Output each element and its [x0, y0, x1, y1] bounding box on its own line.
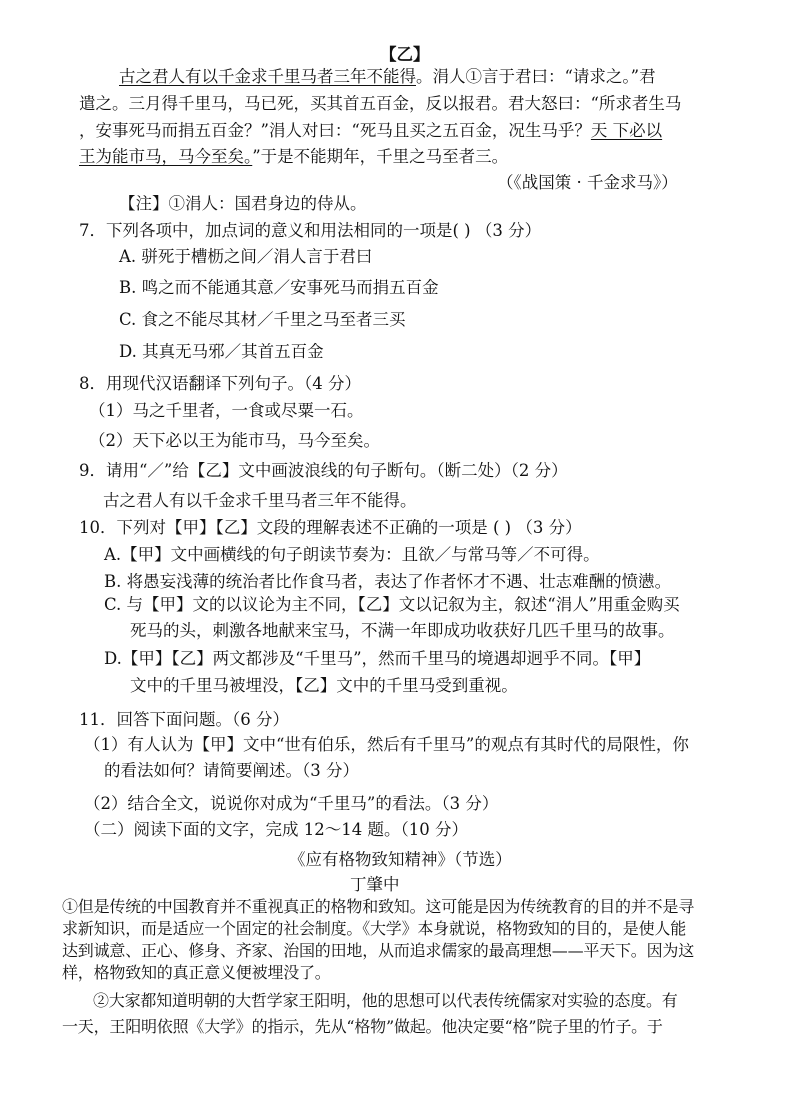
passage-line-2: 遣之。三月得千里马，马已死，买其首五百金，反以报君。君大怒曰：“所求者生马: [79, 94, 682, 113]
q10-option-b: B. 将愚妄浅薄的统治者比作食马者，表达了作者怀才不遇、壮志难酬的愤懑。: [104, 572, 672, 591]
q11-stem: 11．回答下面问题。（6 分）: [79, 710, 289, 729]
q8-item-2: （2）天下必以王为能市马，马今至矣。: [89, 431, 380, 450]
q10-option-c-line1: C. 与【甲】文的以议论为主不同，【乙】文以记叙为主，叙述“涓人”用重金购买: [104, 595, 680, 614]
paragraph-2-line-2: 一天，王阳明依照《大学》的指示，先从“格物”做起。他决定要“格”院子里的竹子。于: [62, 1017, 663, 1036]
wavy-sentence-start: 天 下必以: [590, 121, 663, 140]
paragraph-1-line-3: 达到诚意、正心、修身、齐家、治国的田地，从而追求儒家的最高理想——平天下。因为这: [62, 941, 695, 960]
q9-sentence: 古之君人有以千金求千里马者三年不能得。: [103, 491, 417, 510]
underlined-sentence: 古之君人有以千金求千里马者三年不能得: [119, 67, 416, 86]
section2-heading: （二）阅读下面的文字，完成 12～14 题。（10 分）: [84, 820, 468, 839]
q7-stem: 7．下列各项中，加点词的意义和用法相同的一项是( ) （3 分）: [79, 221, 542, 240]
paragraph-1-line-2: 求新知识，而是适应一个固定的社会制度。《大学》本身就说，格物致知的目的，是使人能: [62, 919, 687, 938]
q7-option-c: C. 食之不能尽其材／千里之马至者三买: [119, 310, 406, 329]
q10-option-c-line2: 死马的头，刺激各地献来宝马，不满一年即成功收获好几匹千里马的故事。: [130, 621, 675, 640]
q11-item-2: （2）结合全文，说说你对成为“千里马”的看法。（3 分）: [84, 794, 499, 813]
q11-item-1-line1: （1）有人认为【甲】文中“世有伯乐，然后有千里马”的观点有其时代的局限性，你: [84, 735, 689, 754]
q10-option-d-line1: D.【甲】【乙】两文都涉及“千里马”，然而千里马的境遇却迥乎不同。【甲】: [104, 649, 651, 668]
q8-stem: 8．用现代汉语翻译下列句子。（4 分）: [79, 374, 361, 393]
passage-line-4: 王为能市马，马今至矣。”于是不能期年，千里之马至者三。: [79, 147, 509, 166]
article-author: 丁肇中: [350, 875, 400, 894]
q10-option-a: A.【甲】文中画横线的句子朗读节奏为：且欲／与常马等／不可得。: [104, 545, 600, 564]
q7-option-d: D. 其真无马邪／其首五百金: [119, 342, 324, 361]
passage-heading: 【乙】: [380, 45, 430, 64]
paragraph-2-line-1: ②大家都知道明朝的大哲学家王阳明，他的思想可以代表传统儒家对实验的态度。有: [93, 991, 678, 1010]
passage-line-1: 古之君人有以千金求千里马者三年不能得。涓人①言于君曰：“请求之。”君: [119, 67, 656, 86]
paragraph-1-line-4: 样，格物致知的真正意义便被埋没了。: [62, 963, 331, 982]
wavy-sentence-end: 王为能市马，马今至矣。: [79, 147, 253, 166]
passage-source: （《战国策 · 千金求马》）: [497, 173, 678, 192]
passage-line-3: ，安事死马而捐五百金？”涓人对曰：“死马且买之五百金，况生马乎？天 下必以: [79, 121, 663, 140]
paragraph-1-line-1: ①但是传统的中国教育并不重视真正的格物和致知。这可能是因为传统教育的目的并不是寻: [62, 897, 695, 916]
q7-option-a: A. 骈死于槽枥之间／涓人言于君曰: [119, 247, 373, 266]
q7-option-b: B. 鸣之而不能通其意／安事死马而捐五百金: [119, 278, 439, 297]
q10-stem: 10．下列对【甲】【乙】文段的理解表述不正确的一项是 ( ) （3 分）: [79, 518, 582, 537]
article-title: 《应有格物致知精神》（节选）: [289, 850, 512, 869]
passage-note: 【注】①涓人：国君身边的侍从。: [119, 194, 367, 213]
q8-item-1: （1）马之千里者，一食或尽粟一石。: [89, 401, 364, 420]
q10-option-d-line2: 文中的千里马被埋没，【乙】文中的千里马受到重视。: [130, 676, 518, 695]
q11-item-1-line2: 的看法如何？请简要阐述。（3 分）: [104, 761, 359, 780]
q9-stem: 9．请用“／”给【乙】文中画波浪线的句子断句。（断二处）（2 分）: [79, 461, 568, 480]
